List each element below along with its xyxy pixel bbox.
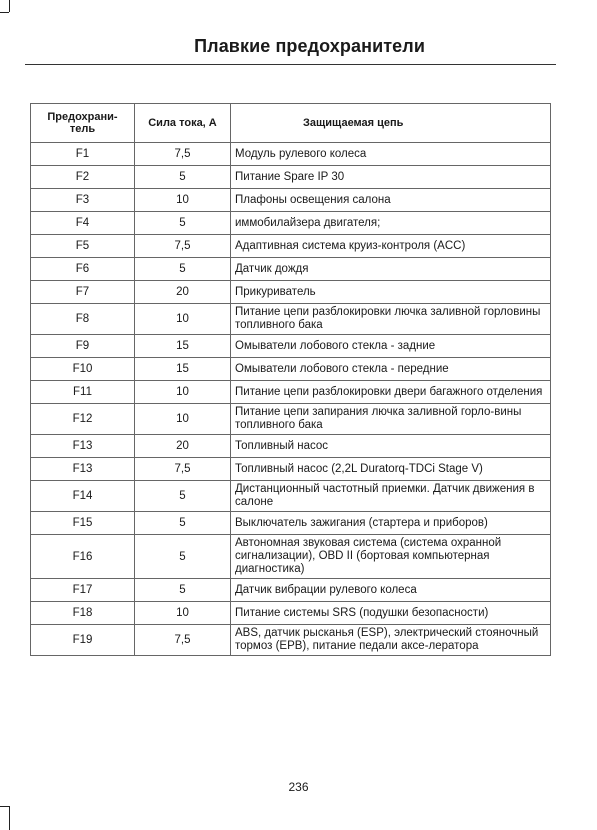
page-title: Плавкие предохранители: [194, 36, 425, 56]
circuit-cell: Топливный насос (2,2L Duratorq-TDCi Stage V): [231, 458, 551, 481]
table-row: [31, 335, 551, 358]
table-row: [31, 602, 551, 625]
circuit-cell: Питание цепи разблокировки двери багажного отделения: [231, 381, 551, 404]
amperage-cell: 10: [135, 189, 231, 212]
table-row: [31, 535, 551, 579]
fuse-cell: F2: [31, 166, 135, 189]
fuse-cell: F6: [31, 258, 135, 281]
table-row: [31, 166, 551, 189]
amperage-cell: 10: [135, 602, 231, 625]
fuse-cell: F4: [31, 212, 135, 235]
table-row: [31, 625, 551, 656]
fuse-cell: F13: [31, 458, 135, 481]
amperage-cell: 5: [135, 535, 231, 579]
amperage-cell: 7,5: [135, 625, 231, 656]
table-row: [31, 235, 551, 258]
table-row: [31, 435, 551, 458]
header-amperage: Сила тока, A: [135, 104, 231, 143]
fuse-cell: F1: [31, 143, 135, 166]
circuit-cell: Датчик дождя: [231, 258, 551, 281]
amperage-cell: 5: [135, 481, 231, 512]
fuse-cell: F12: [31, 404, 135, 435]
circuit-cell: Адаптивная система круиз-контроля (ACC): [231, 235, 551, 258]
crop-mark-bottom-left-h: [0, 806, 9, 807]
circuit-cell: Омыватели лобового стекла - задние: [231, 335, 551, 358]
circuit-cell: Дистанционный частотный приемки. Датчик движения в салоне: [231, 481, 551, 512]
table-header-row: [31, 104, 551, 143]
table-row: [31, 358, 551, 381]
circuit-cell: Питание цепи запирания лючка заливной горло-вины топливного бака: [231, 404, 551, 435]
amperage-cell: 20: [135, 281, 231, 304]
fuse-cell: F7: [31, 281, 135, 304]
fuse-cell: F5: [31, 235, 135, 258]
fuse-cell: F15: [31, 512, 135, 535]
fuse-cell: F10: [31, 358, 135, 381]
table-row: [31, 458, 551, 481]
table-row: [31, 579, 551, 602]
circuit-cell: Омыватели лобового стекла - передние: [231, 358, 551, 381]
amperage-cell: 15: [135, 335, 231, 358]
header-fuse: Предохрани-тель: [31, 104, 135, 143]
table-row: [31, 481, 551, 512]
fuse-cell: F9: [31, 335, 135, 358]
circuit-cell: Прикуриватель: [231, 281, 551, 304]
circuit-cell: Автономная звуковая система (система охранной сигнализации), OBD II (бортовая компьютерная диагностика): [231, 535, 551, 579]
table-row: [31, 143, 551, 166]
page-number: 236: [288, 780, 309, 794]
amperage-cell: 5: [135, 512, 231, 535]
crop-mark-top-left-h: [0, 12, 9, 13]
fuse-cell: F19: [31, 625, 135, 656]
circuit-cell: Питание системы SRS (подушки безопасности): [231, 602, 551, 625]
fuse-table: [30, 103, 551, 656]
circuit-cell: Питание цепи разблокировки лючка заливной горловины топливного бака: [231, 304, 551, 335]
amperage-cell: 5: [135, 258, 231, 281]
table-body: [31, 143, 551, 656]
table-row: [31, 258, 551, 281]
circuit-cell: иммобилайзера двигателя;: [231, 212, 551, 235]
circuit-cell: ABS, датчик рысканья (ESP), электрический стояночный тормоз (EPB), питание педали аксе-лератора: [231, 625, 551, 656]
fuse-cell: F13: [31, 435, 135, 458]
circuit-cell: Датчик вибрации рулевого колеса: [231, 579, 551, 602]
amperage-cell: 20: [135, 435, 231, 458]
circuit-cell: Плафоны освещения салона: [231, 189, 551, 212]
amperage-cell: 5: [135, 212, 231, 235]
circuit-cell: Выключатель зажигания (стартера и приборов): [231, 512, 551, 535]
crop-mark-bottom-left-v: [9, 806, 10, 830]
circuit-cell: Модуль рулевого колеса: [231, 143, 551, 166]
amperage-cell: 5: [135, 579, 231, 602]
amperage-cell: 5: [135, 166, 231, 189]
table-row: [31, 404, 551, 435]
table-row: [31, 512, 551, 535]
amperage-cell: 7,5: [135, 458, 231, 481]
circuit-cell: Топливный насос: [231, 435, 551, 458]
amperage-cell: 15: [135, 358, 231, 381]
fuse-cell: F17: [31, 579, 135, 602]
fuse-cell: F18: [31, 602, 135, 625]
table-row: [31, 304, 551, 335]
table-row: [31, 189, 551, 212]
circuit-cell: Питание Spare IP 30: [231, 166, 551, 189]
table-row: [31, 281, 551, 304]
header-circuit: Защищаемая цепь: [231, 104, 551, 143]
amperage-cell: 7,5: [135, 143, 231, 166]
fuse-cell: F8: [31, 304, 135, 335]
table-row: [31, 381, 551, 404]
crop-mark-top-left-v: [9, 0, 10, 12]
fuse-cell: F14: [31, 481, 135, 512]
title-rule: [25, 64, 556, 65]
fuse-cell: F11: [31, 381, 135, 404]
amperage-cell: 7,5: [135, 235, 231, 258]
table-row: [31, 212, 551, 235]
amperage-cell: 10: [135, 381, 231, 404]
fuse-cell: F16: [31, 535, 135, 579]
amperage-cell: 10: [135, 404, 231, 435]
amperage-cell: 10: [135, 304, 231, 335]
fuse-cell: F3: [31, 189, 135, 212]
